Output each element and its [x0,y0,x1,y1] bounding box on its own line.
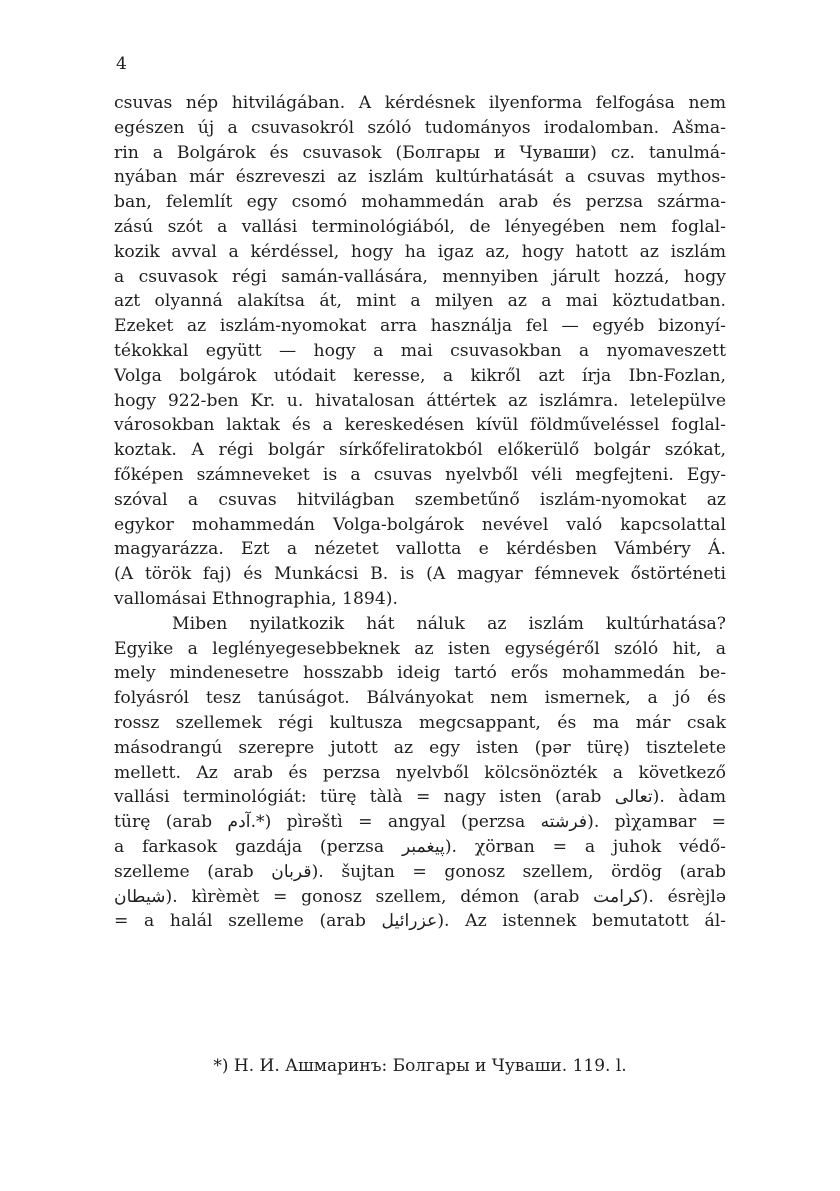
text-line: hogy 922-ben Kr. u. hivatalosan áttértek az iszlámra. letelepülve [114,390,726,411]
text-line: a csuvasok régi samán-vallására, mennyiben járult hozzá, hogy [114,266,726,287]
text-line: zású szót a vallási terminológiából, de lényegében nem foglal- [114,216,726,237]
text-line: Ezeket az iszlám-nyomokat arra használja fel — egyéb bizonyí- [114,316,726,337]
body-text [114,91,726,934]
text-line: mellett. Az arab és perzsa nyelvből kölcsönözték a következő [114,762,726,783]
text-line: Volga bolgárok utódait keresse, a kikről azt írja Ibn-Fozlan, [114,365,726,386]
text-line: koztak. A régi bolgár sírkőfeliratokból előkerülő bolgár szókat, [114,440,726,461]
text-line: egykor mohammedán Volga-bolgárok nevével való kapcsolattal [114,514,726,535]
text-line: folyásról tesz tanúságot. Bálványokat nem ismernek, a jó és [114,688,726,709]
page-number: 4 [116,54,127,74]
footnote: *) Н. И. Ашмаринъ: Болгары и Чуваши. 119. l. [213,1056,627,1076]
text-line: = a halál szelleme (arab عزرائيل). Az istennek bemutatott ál- [114,911,726,932]
text-line: ban, felemlít egy csomó mohammedán arab és perzsa szárma- [114,192,726,213]
text-line: városokban laktak és a kereskedésen kívül földműveléssel foglal- [114,415,726,436]
text-line: rin a Bolgárok és csuvasok (Болгары и Чуваши) cz. tanulmá- [114,142,726,163]
text-line: vallási terminológiát: türę tàlà = nagy isten (arab تعالى). àdam [114,787,726,808]
text-line: magyarázza. Ezt a nézetet vallotta e kérdésben Vámbéry Á. [114,539,726,560]
text-line: főképen számneveket is a csuvas nyelvből véli megfejteni. Egy- [114,464,726,485]
text-line: azt olyanná alakítsa át, mint a milyen az a mai köztudatban. [114,291,726,312]
text-line: szóval a csuvas hitvilágban szembetűnő iszlám-nyomokat az [114,489,726,510]
text-line: kozik avval a kérdéssel, hogy ha igaz az, hogy hatott az iszlám [114,241,726,262]
text-line: csuvas nép hitvilágában. A kérdésnek ilyenforma felfogása nem [114,93,726,113]
text-line: szelleme (arab قربان). šujtan = gonosz szellem, ördög (arab [114,861,726,882]
text-line: a farkasok gazdája (perzsa پیغمبر). χörвan = a juhok védő- [114,836,726,857]
text-line: Egyike a leglényegesebbeknek az isten egységéről szóló hit, a [114,638,726,659]
text-line: másodrangú szerepre jutott az egy isten (pər türę) tisztelete [114,737,726,758]
text-line: شيطان). kìrèmèt = gonosz szellem, démon (arab كرامت). ésrèjlə [114,886,726,907]
paragraph-end-line: vallomásai Ethnographia, 1894). [114,588,398,609]
text-line: türę (arab آدم.*) pìrəštì = angyal (perzsa فرشته). pìχamвar = [114,812,726,833]
text-line: egészen új a csuvasokról szóló tudományos irodalomban. Ašma- [114,117,726,138]
text-line: tékokkal együtt — hogy a mai csuvasokban a nyomaveszett [114,340,726,361]
text-line: mely mindenesetre hosszabb ideig tartó erős mohammedán be- [114,663,726,684]
text-line: nyában már észreveszi az iszlám kultúrhatását a csuvas mythos- [114,167,726,188]
text-line: (A török faj) és Munkácsi B. is (A magyar fémnevek őstörténeti [114,564,726,585]
paragraph-start-line: Miben nyilatkozik hát náluk az iszlám kultúrhatása? [172,613,726,634]
text-line: rossz szellemek régi kultusza megcsappant, és ma már csak [114,712,726,733]
